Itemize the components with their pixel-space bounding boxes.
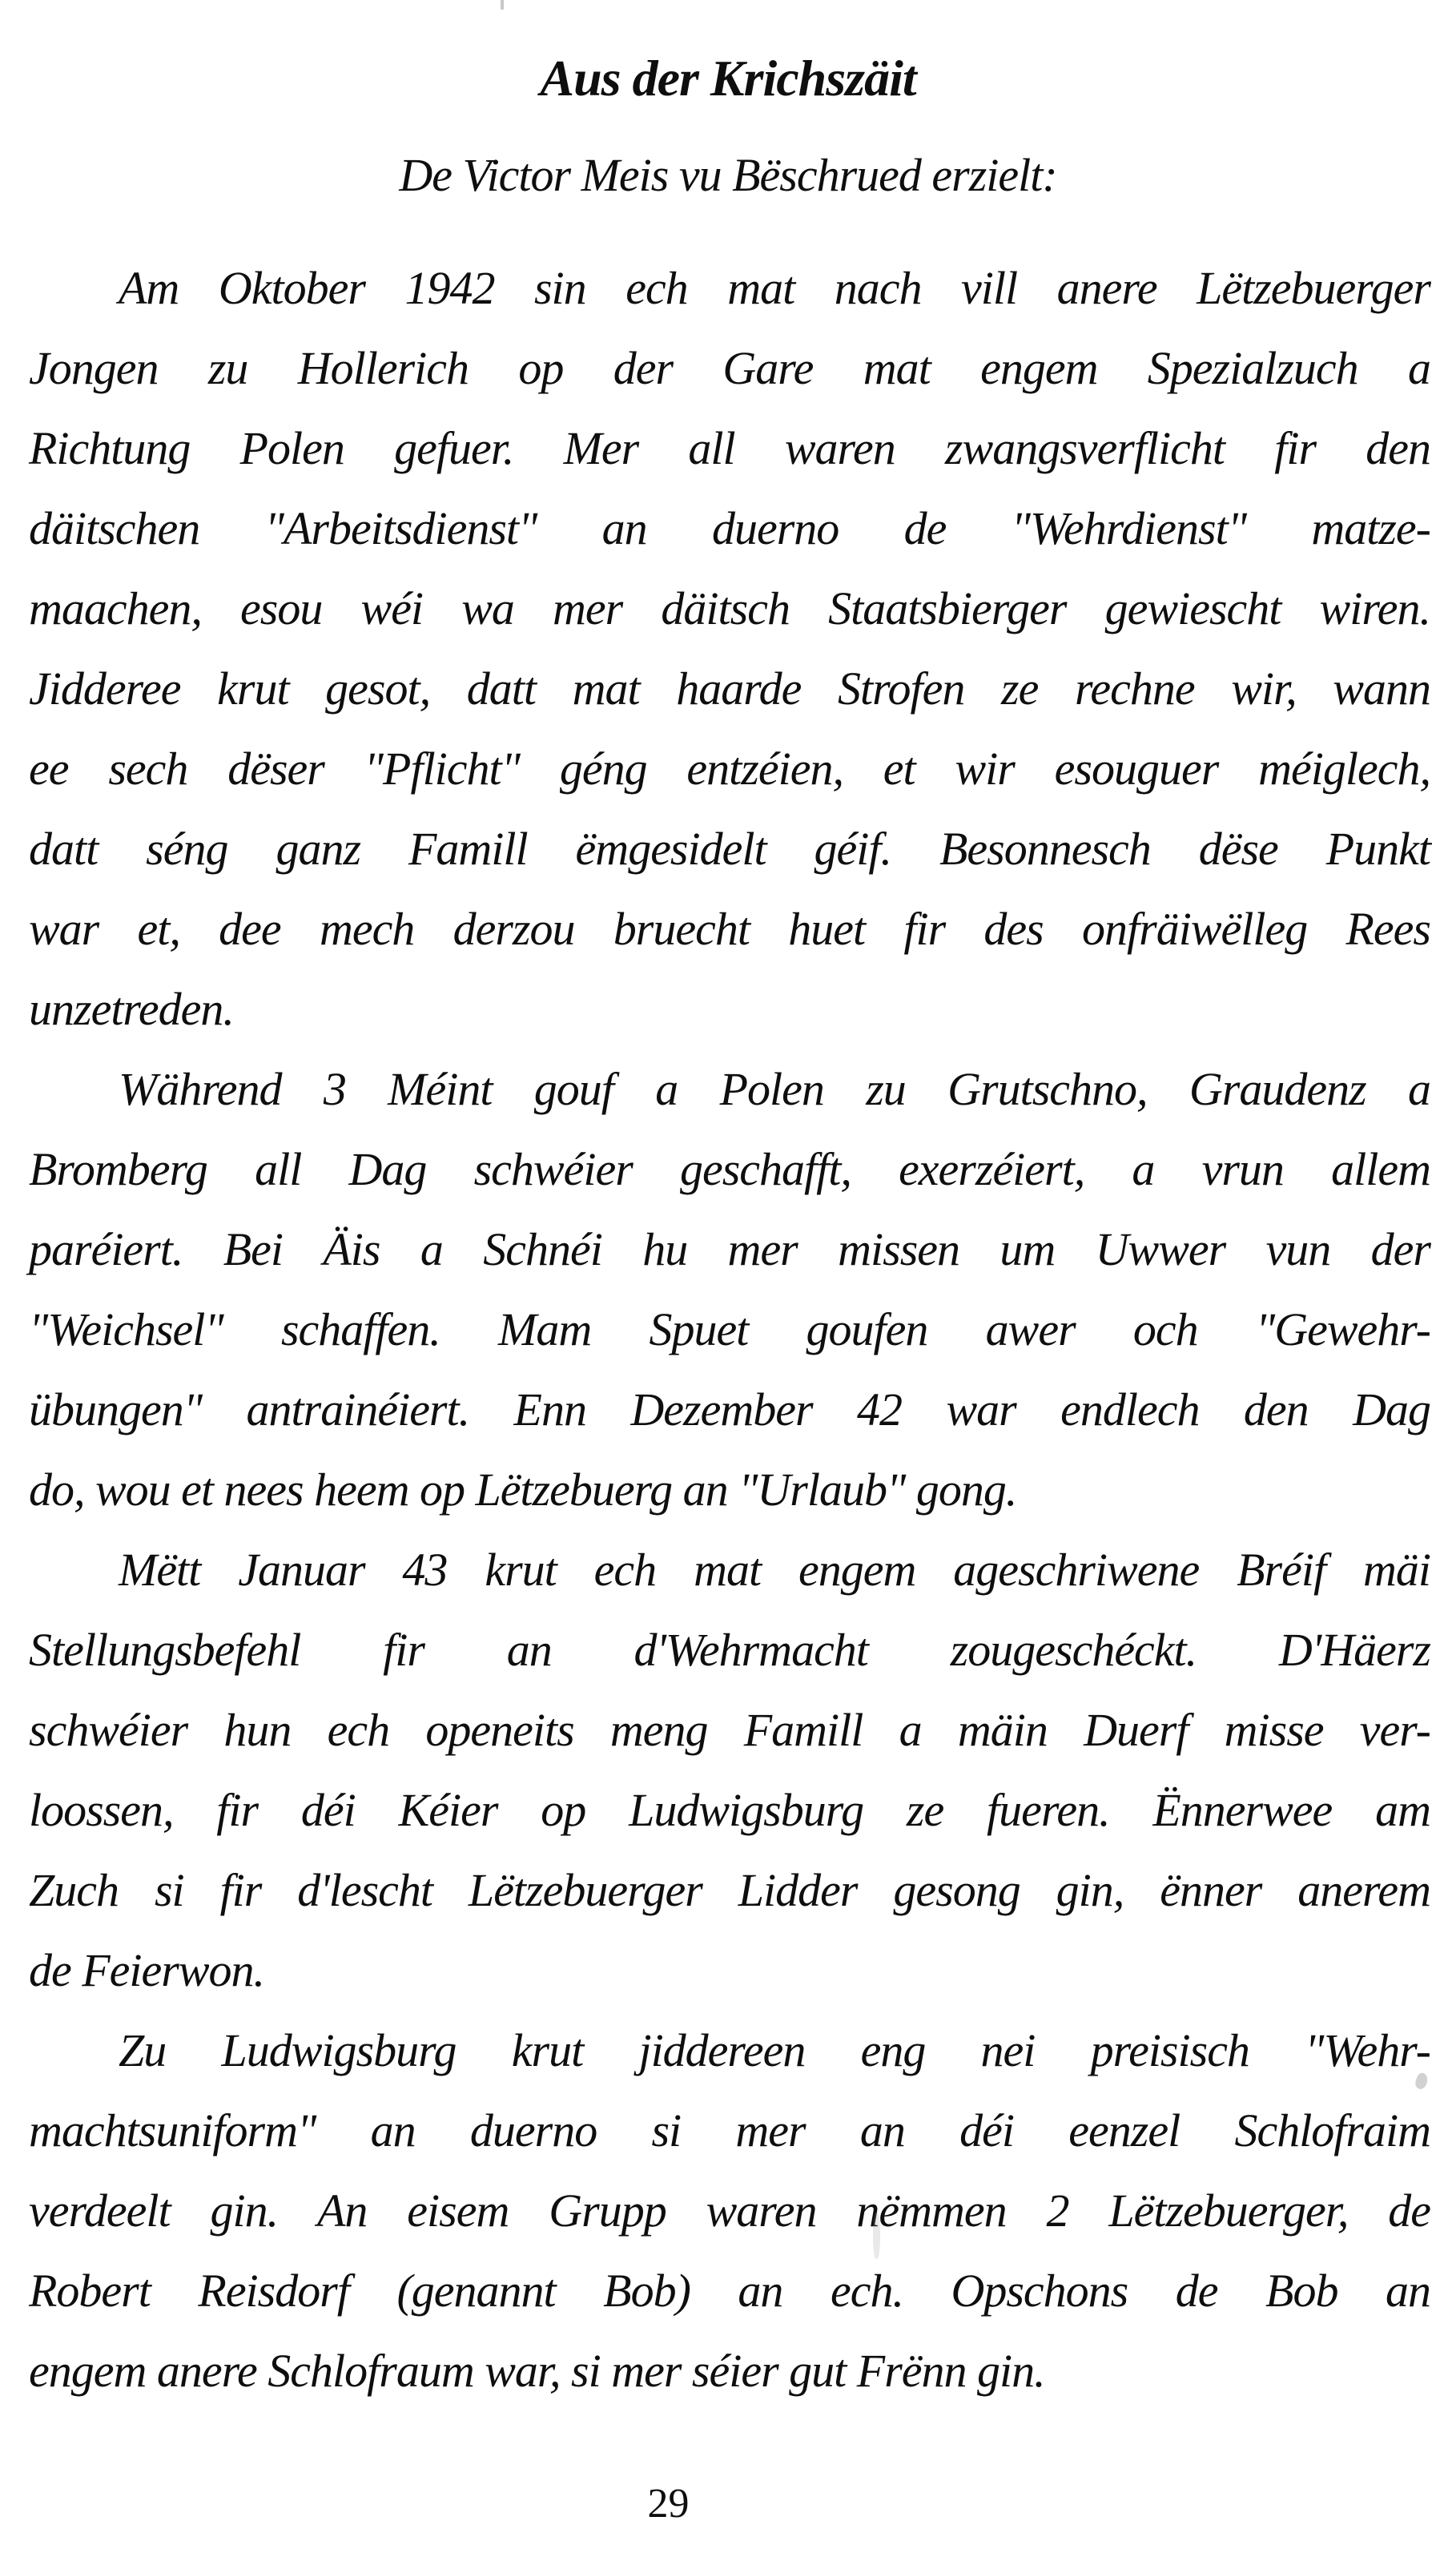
text-line: Richtung Polen gefuer. Mer all waren zwangsverflicht fir den: [29, 422, 1430, 474]
text-line: maachen, esou wéi wa mer däitsch Staatsbierger gewiescht wiren.: [29, 582, 1430, 634]
page-number: 29: [647, 2481, 690, 2527]
text-line: machtsuniform" an duerno si mer an déi eenzel Schlofraim: [29, 2104, 1430, 2156]
text-line: ee sech dëser "Pflicht" géng entzéien, et wir esouguer méiglech,: [29, 743, 1430, 795]
text-line: verdeelt gin. An eisem Grupp waren nëmmen 2 Lëtzebuerger, de: [29, 2185, 1430, 2237]
text-line: do, wou et nees heem op Lëtzebuerg an "Urlaub" gong.: [29, 1464, 1017, 1516]
text-line: Robert Reisdorf (genannt Bob) an ech. Opschons de Bob an: [29, 2265, 1430, 2317]
scan-artifact: [873, 2213, 880, 2259]
text-line: Bromberg all Dag schwéier geschafft, exerzéiert, a vrun allem: [29, 1143, 1430, 1195]
paragraph-1: [29, 248, 1430, 1049]
text-line: däitschen "Arbeitsdienst" an duerno de "Wehrdienst" matze-: [29, 502, 1430, 554]
page-subtitle: De Victor Meis vu Bëschrued erzielt:: [399, 149, 1057, 202]
paragraph-3: [29, 1530, 1430, 2011]
text-line: Jidderee krut gesot, datt mat haarde Strofen ze rechne wir, wann: [29, 662, 1430, 715]
text-line: schwéier hun ech openeits meng Famill a mäin Duerf misse ver-: [29, 1704, 1430, 1756]
text-line: Zuch si fir d'lescht Lëtzebuerger Lidder gesong gin, ënner anerem: [29, 1864, 1430, 1916]
text-line: datt séng ganz Famill ëmgesidelt géif. Besonnesch dëse Punkt: [29, 823, 1430, 875]
text-line: unzetreden.: [29, 983, 234, 1035]
text-line: Am Oktober 1942 sin ech mat nach vill anere Lëtzebuerger: [119, 262, 1430, 314]
text-line: loossen, fir déi Kéier op Ludwigsburg ze fueren. Ënnerwee am: [29, 1784, 1430, 1836]
text-line: de Feierwon.: [29, 1944, 265, 1996]
text-line: Zu Ludwigsburg krut jiddereen eng nei preisisch "Wehr-: [119, 2024, 1430, 2076]
paragraph-2: [29, 1049, 1430, 1530]
paragraph-4: [29, 2011, 1430, 2411]
text-line: übungen" antrainéiert. Enn Dezember 42 war endlech den Dag: [29, 1383, 1430, 1436]
text-line: Stellungsbefehl fir an d'Wehrmacht zougeschéckt. D'Häerz: [29, 1624, 1430, 1676]
text-line: Jongen zu Hollerich op der Gare mat engem Spezialzuch a: [29, 342, 1430, 394]
text-line: war et, dee mech derzou bruecht huet fir des onfräiwëlleg Rees: [29, 903, 1430, 955]
text-line: engem anere Schlofraum war, si mer séier gut Frënn gin.: [29, 2345, 1045, 2397]
page-title: Aus der Krichszäit: [540, 49, 916, 107]
text-line: paréiert. Bei Äis a Schnéi hu mer missen um Uwwer vun der: [29, 1223, 1430, 1275]
text-line: Während 3 Méint gouf a Polen zu Grutschno, Graudenz a: [119, 1063, 1430, 1115]
body-text: [29, 248, 1430, 2411]
text-line: Mëtt Januar 43 krut ech mat engem ageschriwene Bréif mäi: [119, 1544, 1430, 1596]
text-line: "Weichsel" schaffen. Mam Spuet goufen awer och "Gewehr-: [29, 1303, 1430, 1355]
scan-artifact: [501, 0, 504, 10]
